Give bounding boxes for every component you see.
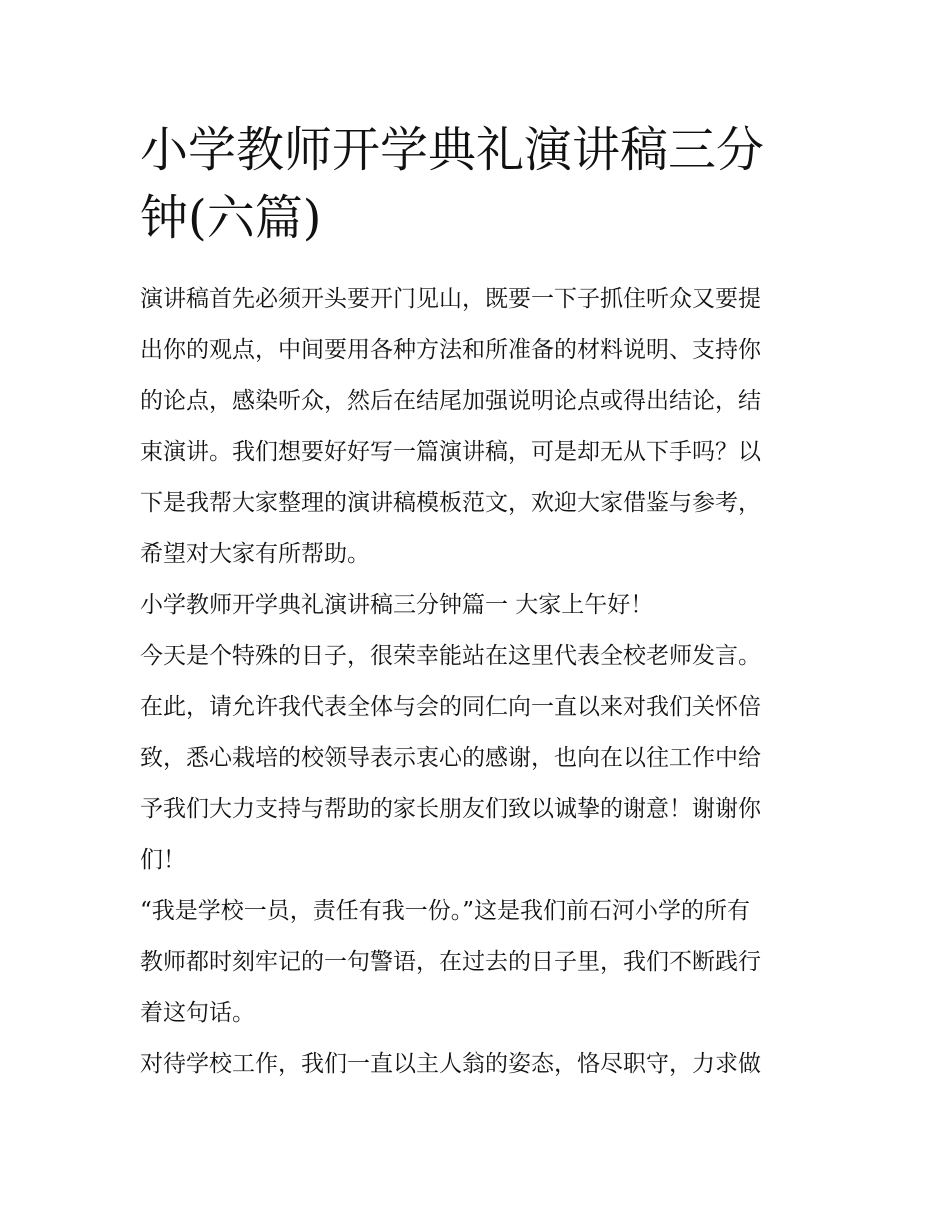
document-body <box>140 116 816 1090</box>
paragraph-3: “我是学校一员，责任有我一份。”这是我们前石河小学的所有 教师都时刻牢记的一句警语，在过去的日子里，我们不断践行 着这句话。 <box>140 898 761 1026</box>
paragraph-2: 今天是个特殊的日子，很荣幸能站在这里代表全校老师发言。 在此，请允许我代表全体与会的同仁向一直以来对我们关怀倍 致，悉心栽培的校领导表示衷心的感谢，也向在以往工作中给 予我们大力支持与帮助的家长朋友们致以诚挚的谢意！谢谢你 们！ <box>140 643 761 873</box>
paragraph-1: 小学教师开学典礼演讲稿三分钟篇一 大家上午好！ <box>140 592 654 618</box>
intro-paragraph: 演讲稿首先必须开头要开门见山，既要一下子抓住听众又要提 出你的观点，中间要用各种方法和所准备的材料说明、支持你 的论点，感染听众，然后在结尾加强说明论点或得出结论，结 束演讲。我们想要好好写一篇演讲稿，可是却无从下手吗？以 下是我帮大家整理的演讲稿模板范文，欢迎大家借鉴与参考， 希望对大家有所帮助。 <box>140 286 761 567</box>
paragraph-4: 对待学校工作，我们一直以主人翁的姿态，恪尽职守，力求做 <box>140 1051 761 1077</box>
document-title: 小学教师开学典礼演讲稿三分 钟(六篇) <box>140 122 765 246</box>
